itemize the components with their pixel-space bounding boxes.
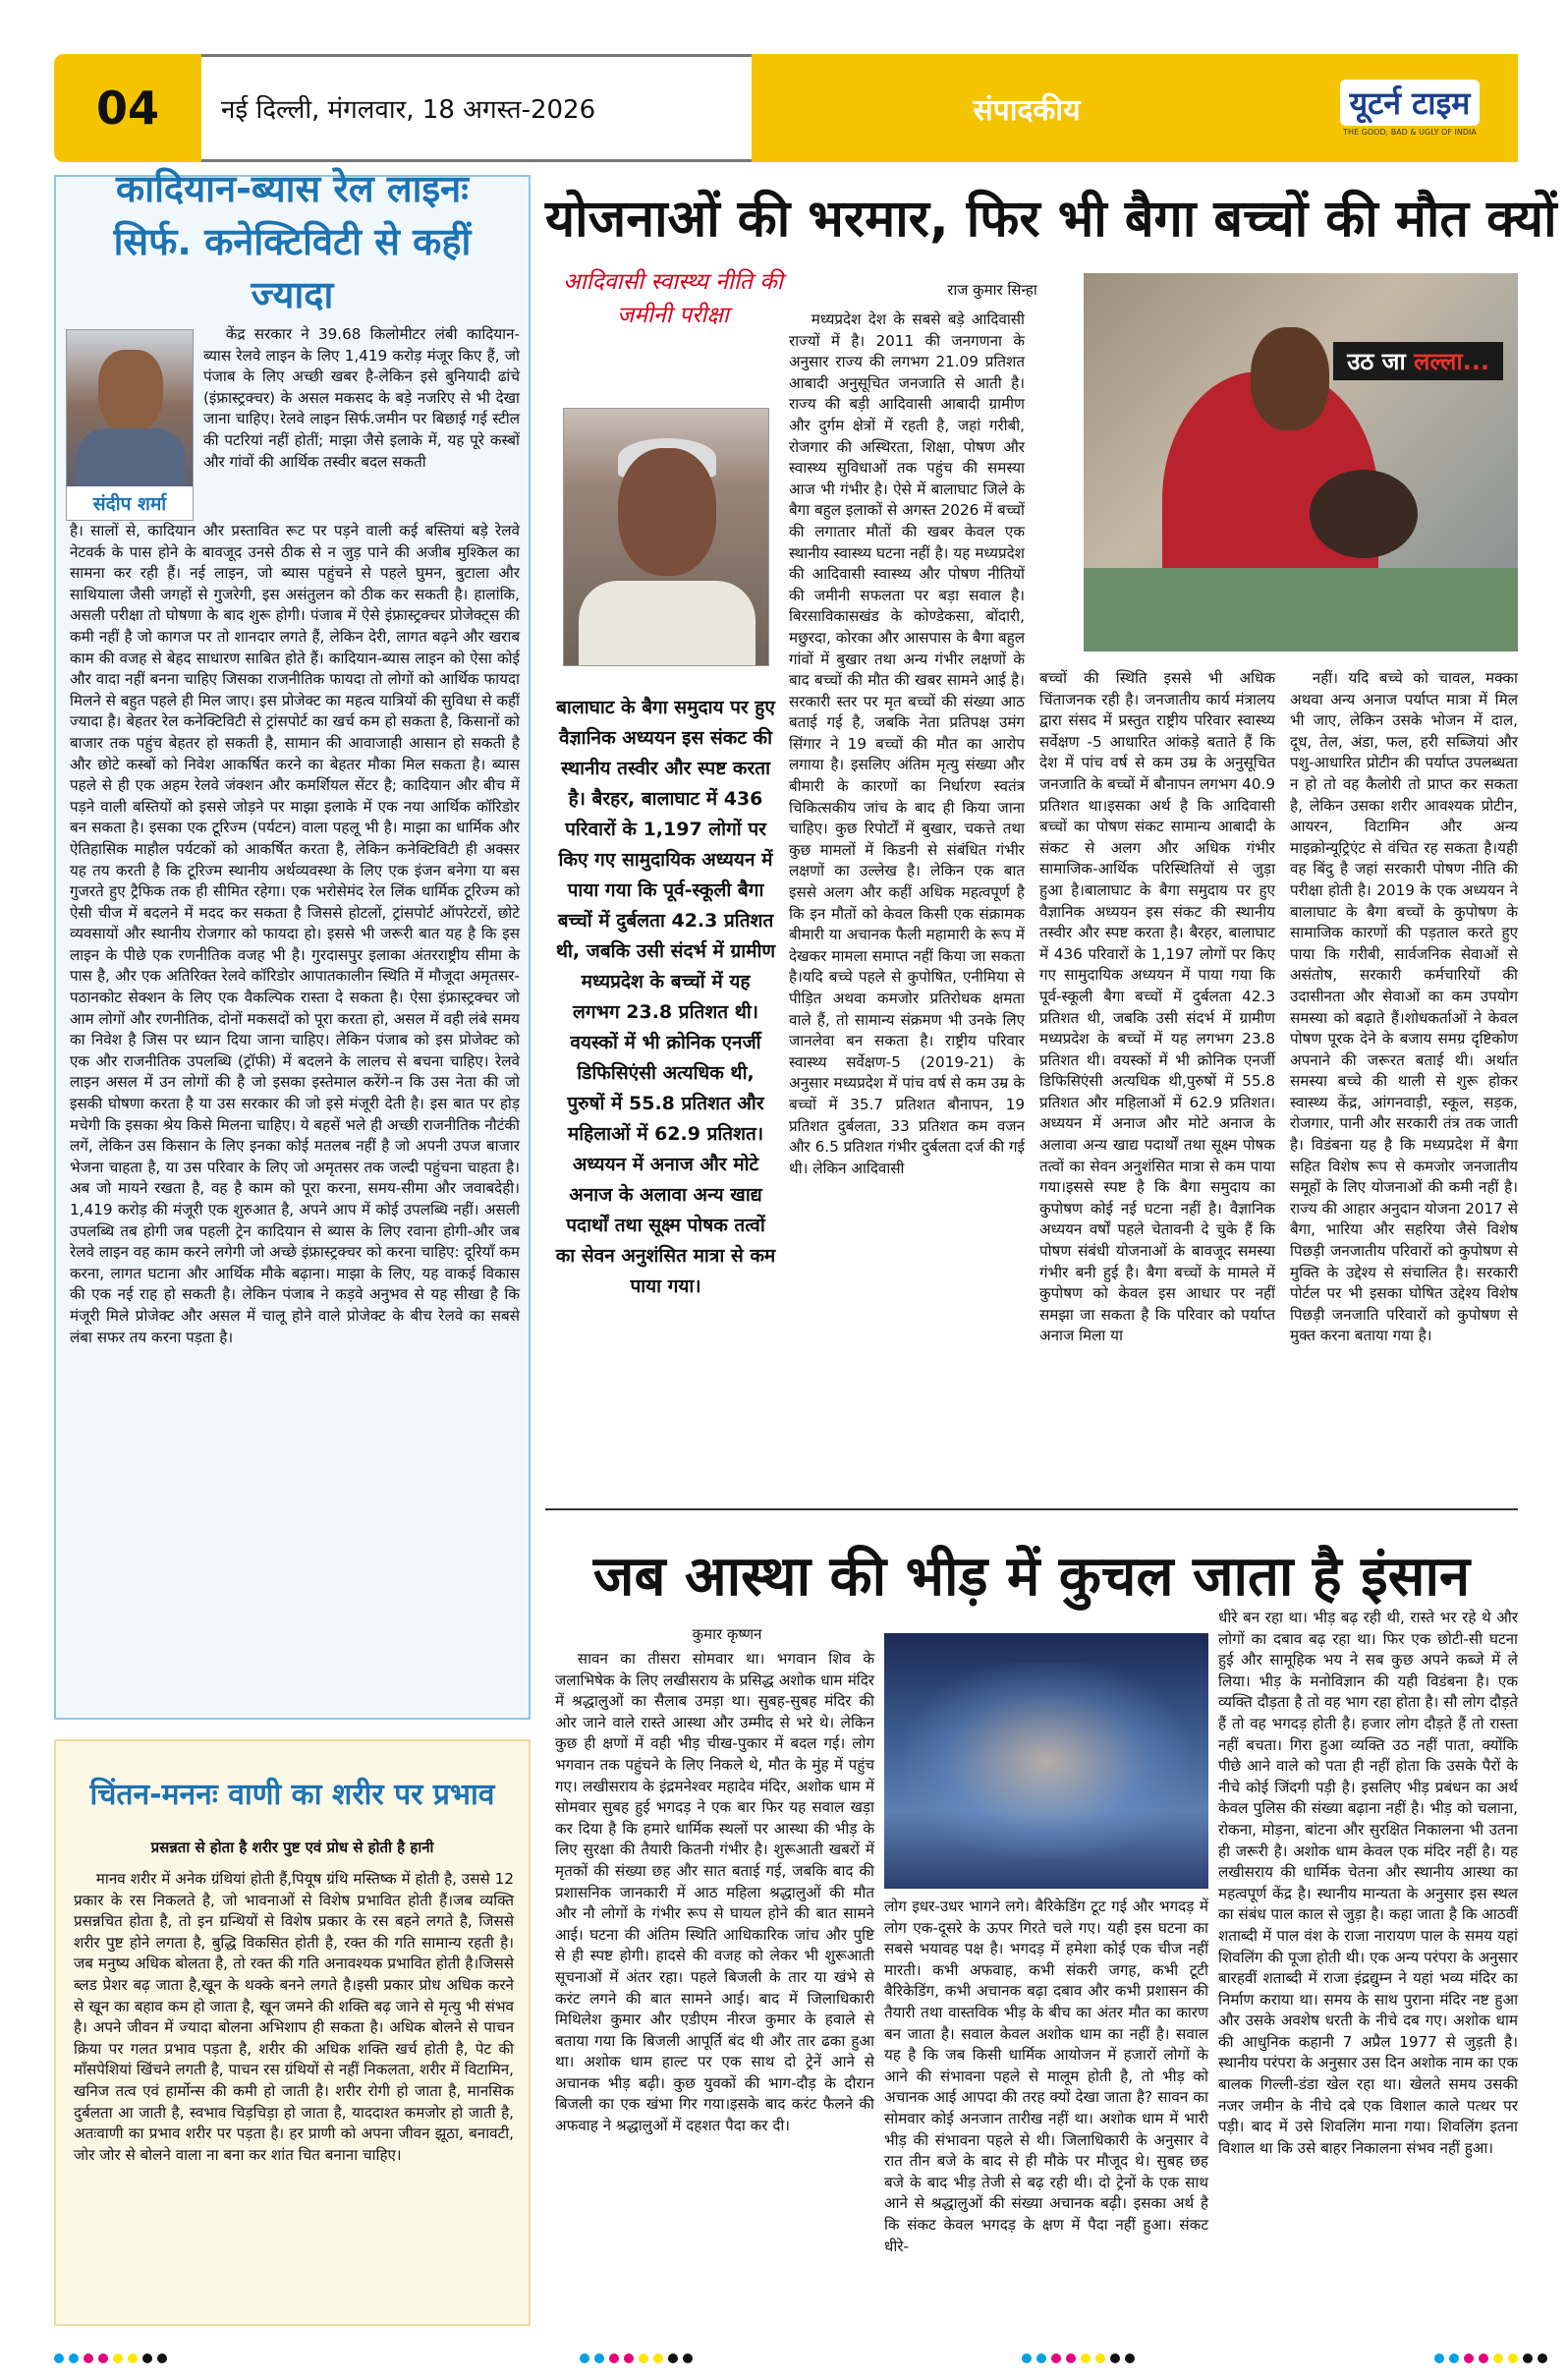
author-face	[98, 350, 163, 432]
registration-dot	[1523, 2353, 1533, 2363]
dots-group-1	[54, 2353, 167, 2363]
section-divider	[545, 1508, 1518, 1510]
photo-face	[618, 448, 716, 576]
registration-dot	[1081, 2353, 1091, 2363]
chintan-subtitle: प्रसन्नता से होता है शरीर पुष्ट एवं प्रोध से होती है हानी	[150, 1839, 434, 1856]
rail-line-article	[54, 167, 531, 1720]
registration-dot	[594, 2353, 604, 2363]
photo-baby	[1310, 470, 1418, 558]
registration-dot	[668, 2353, 678, 2363]
masthead-logo	[1302, 54, 1518, 162]
caption-red: लल्ला...	[1414, 348, 1489, 375]
dots-group-2	[580, 2353, 693, 2363]
photo-shirt	[579, 581, 756, 666]
dots-group-3	[1022, 2353, 1135, 2363]
baiga-headline: योजनाओं की भरमार, फिर भी बैगा बच्चों की मौत क्यों	[545, 190, 1557, 249]
chintan-article	[54, 1739, 531, 2326]
rail-article-title: कादियान-ब्यास रेल लाइनः सिर्फ. कनेक्टिविटी से कहीं ज्यादा	[113, 167, 472, 316]
crowd-photo	[884, 1633, 1208, 1889]
baiga-col3-text: नहीं। यदि बच्चे को चावल, मक्का अथवा अन्य अनाज पर्याप्त मात्रा में मिल भी जाए, लेकिन उसके भोजन में दाल, दूध, तेल, अंडा, फल, हरी सब्जियां और पशु-आधारित प्रोटीन की पर्याप्त उपलब्धता न हो तो वह कैलोरी तो प्राप्त कर सकता है, लेकिन उसका शरीर आवश्यक प्रोटीन, आयरन, विटामिन और अन्य माइक्रोन्यूट्रिएंट से वंचित रह सकता है।यही वह बिंदु है जहां सरकारी पोषण नीति की परीक्षा होती है। 2019 के एक अध्ययन ने बालाघाट के बैगा बच्चों के कुपोषण के सामाजिक कारणों की पड़ताल करते हुए पाया कि गरीबी, सार्वजनिक सेवाओं से असंतोष, सरकारी कर्मचारियों की उदासीनता और सेवाओं का कम उपयोग समस्या को बढ़ाते हैं।शोधकर्ताओं ने केवल पोषण पूरक देने के बजाय समग्र दृष्टिकोण अपनाने की जरूरत बताई थी। अर्थात समस्या बच्चे की थाली से शुरू होकर स्वास्थ्य केंद्र, आंगनवाड़ी, स्कूल, सड़क, रोजगार, पानी और सरकारी तंत्र तक जाती है। विडंबना यह है कि मध्यप्रदेश में बैगा सहित विशेष रूप से कमजोर जनजातीय समूहों के लिए योजनाओं की कमी नहीं है। राज्य की आहार अनुदान योजना 2017 से बैगा, भारिया और सहरिया जैसे विशेष पिछड़ी जनजातीय परिवारों को कुपोषण से मुक्ति के उद्देश्य से संचालित है। सरकारी पोर्टल पर भी इसका घोषित उद्देश्य विशेष पिछड़ी जनजाति परिवारों को कुपोषण से मुक्त करना बताया गया है।	[1290, 669, 1518, 1345]
registration-dot	[128, 2353, 138, 2363]
baiga-column-2: बच्चों की स्थिति इससे भी अधिक चिंताजनक रही है। जनजातीय कार्य मंत्रालय द्वारा संसद में प्रस्तुत राष्ट्रीय परिवार स्वास्थ्य सर्वेक्षण -5 आधारित आंकड़े बताते हैं कि देश में पांच वर्ष से कम उम्र के अनुसूचित जनजाति के बच्चों में बौनापन लगभग 40.9 प्रतिशत था।इसका अर्थ है कि आदिवासी बच्चों का पोषण संकट सामान्य आबादी के संकट से अलग और अधिक गंभीर सामाजिक-आर्थिक परिस्थितियों से जुड़ा हुआ है।बालाघाट के बैगा समुदाय पर हुए वैज्ञानिक अध्ययन इस संकट की स्थानीय तस्वीर और स्पष्ट करता है। बैरहर, बालाघाट में 436 परिवारों के 1,197 लोगों पर किए गए सामुदायिक अध्ययन में पाया गया कि पूर्व-स्कूली बैगा बच्चों में दुर्बलता 42.3 प्रतिशत थी, जबकि उसी संदर्भ में ग्रामीण मध्यप्रदेश के बच्चों में यह लगभग 23.8 प्रतिशत थी। वयस्कों में भी क्रोनिक एनर्जी डिफिसिएंसी अत्यधिक थी,पुरुषों में 55.8 प्रतिशत और महिलाओं में 62.9 प्रतिशत। अध्ययन में अनाज और मोटे अनाज के अलावा अन्य खाद्य पदार्थों तथा सूक्ष्म पोषक तत्वों का सेवन अनुशंसित मात्रा से कम पाया गया।इससे स्पष्ट है कि बैगा समुदाय का कुपोषण कोई नई घटना नहीं है। वैज्ञानिक अध्ययन वर्षों पहले चेतावनी दे चुके हैं कि पोषण संबंधी योजनाओं के बावजूद समस्या गंभीर बनी हुई है। बैगा बच्चों के मामले में कुपोषण को केवल इस आधार पर नहीं समझा जा सकता है कि परिवार को पर्याप्त अनाज मिला या	[1039, 669, 1275, 1345]
stampede-column-2: लोग इधर-उधर भागने लगे। बैरिकेडिंग टूट गई और भगदड़ में लोग एक-दूसरे के ऊपर गिरते चले गए। यही इस घटना का सबसे भयावह पक्ष है। भगदड़ में हमेशा कोई एक चीज नहीं मारती। कभी अफवाह, कभी संकरी जगह, कभी टूटी बैरिकेडिंग, कभी अचानक बढ़ा दबाव और कभी प्रशासन की तैयारी तथा वास्तविक भीड़ के बीच का अंतर मौत का कारण बन जाता है। सवाल केवल अशोक धाम का नहीं है। सवाल यह है कि जब किसी धार्मिक आयोजन में हजारों लोगों के आने की संभावना पहले से मालूम होती है, तो भीड़ को अचानक आई आपदा की तरह क्यों देखा जाता है? सावन का सोमवार कोई अनजान तारीख नहीं था। अशोक धाम में भारी भीड़ की संभावना पहले से थी। जिलाधिकारी के अनुसार वे रात तीन बजे के बाद से ही मौके पर मौजूद थे। सुबह छह बजे के बाद भीड़ तेजी से बढ़ रही थी। दो ट्रेनों के एक साथ आने से श्रद्धालुओं की संख्या अचानक बढ़ी। इसका अर्थ है कि संकट केवल भगदड़ के क्षण में पैदा नहीं हुआ। संकट धीरे-	[884, 1898, 1208, 2255]
registration-dot	[1493, 2353, 1503, 2363]
registration-dot	[624, 2353, 634, 2363]
page-header	[54, 54, 1518, 162]
crowd-lights	[904, 1663, 1189, 1859]
chintan-body	[74, 1869, 514, 2166]
registration-dot	[69, 2353, 79, 2363]
columnist-photo	[563, 408, 769, 666]
baiga-col1-text: मध्यप्रदेश देश के सबसे बड़े आदिवासी राज्यों में है। 2011 की जनगणना के अनुसार राज्य की लगभग 21.09 प्रतिशत आबादी अनुसूचित जनजाति से आती है। राज्य की बड़ी आदिवासी आबादी ग्रामीण और दुर्गम क्षेत्रों में रहती है, जहां गरीबी, रोजगार की अस्थिरता, शिक्षा, पोषण और स्वास्थ्य सुविधाओं तक पहुंच की समस्या आज भी गंभीर है। ऐसे में बालाघाट जिले के बैगा बहुल इलाकों से अगस्त 2026 में बच्चों की लगातार मौतों की खबर केवल एक स्थानीय स्वास्थ्य घटना नहीं है। यह मध्यप्रदेश की आदिवासी स्वास्थ्य और पोषण नीतियों की जमीनी सफलता पर बड़ा सवाल है। बिरसाविकासखंड के कोण्डेकसा, बोंदारी, मछुरदा, कोरका और आसपास के बैगा बहुल गांवों में बुखार तथा अन्य गंभीर लक्षणों के बाद बच्चों की मौत की खबर सामने आई है। सरकारी स्तर पर मृत बच्चों की संख्या आठ बताई गई है, जबकि नेता प्रतिपक्ष उमंग सिंगार ने 19 बच्चों की मौत का आरोप लगाया है। इसलिए अंतिम मृत्यु संख्या और बीमारी के कारणों का निर्धारण स्वतंत्र चिकित्सकीय जांच के बाद ही किया जाना चाहिए। कुछ रिपोर्टों में बुखार, चकत्ते तथा कुछ मामलों में किडनी से संबंधित गंभीर लक्षणों का उल्लेख है। लेकिन एक बात इससे अलग और कहीं अधिक महत्वपूर्ण है कि इन मौतों को केवल किसी एक संक्रामक बीमारी या अचानक फैली महामारी के रूप में देखकर मामला समाप्त नहीं किया जा सकता है।यदि बच्चे पहले से कुपोषित, एनीमिया से पीड़ित अथवा कमजोर प्रतिरोधक क्षमता वाले हैं, तो सामान्य संक्रमण भी उनके लिए जानलेवा बन सकता है। राष्ट्रीय परिवार स्वास्थ्य सर्वेक्षण-5 (2019-21) के अनुसार मध्यप्रदेश में पांच वर्ष से कम उम्र के बच्चों में 35.7 प्रतिशत बौनापन, 19 प्रतिशत दुर्बलता, 33 प्रतिशत कम वजन और 6.5 प्रतिशत गंभीर दुर्बलता दर्ज की गई थी। लेकिन आदिवासी	[789, 311, 1025, 1177]
registration-dot	[1051, 2353, 1061, 2363]
registration-dot	[639, 2353, 648, 2363]
registration-dot	[1125, 2353, 1135, 2363]
photo-mother	[1251, 327, 1329, 430]
stampede-author: कुमार कृष्णन	[692, 1625, 762, 1643]
registration-dot	[54, 2353, 64, 2363]
author-shirt	[77, 428, 185, 489]
registration-dot	[1036, 2353, 1046, 2363]
registration-dot	[157, 2353, 167, 2363]
registration-dot	[1508, 2353, 1518, 2363]
dots-group-4	[1434, 2353, 1547, 2363]
author-photo	[66, 329, 194, 521]
dateline: नई दिल्ली, मंगलवार, 18 अगस्त-2026	[201, 54, 752, 162]
photo-caption-label	[1333, 342, 1503, 380]
masthead-title: यूटर्न टाइम	[1340, 80, 1481, 126]
registration-dot	[1110, 2353, 1120, 2363]
registration-dot	[142, 2353, 152, 2363]
registration-dot	[1095, 2353, 1105, 2363]
baiga-column-1	[789, 310, 1025, 1179]
registration-dot	[1464, 2353, 1474, 2363]
stampede-column-1	[555, 1649, 874, 2137]
registration-dot	[84, 2353, 93, 2363]
rail-lead-paragraph: केंद्र सरकार ने 39.68 किलोमीटर लंबी कादियान-ब्यास रेलवे लाइन के लिए 1,419 करोड़ मंजूर किए हैं, जो पंजाब के लिए अच्छी खबर है-लेकिन इसे बुनियादी ढांचे (इंफ्रास्ट्रक्चर) के असल मकसद के बड़े नजरिए से भी देखा जाना चाहिए। रेलवे लाइन सिर्फ.जमीन पर बिछाई गई स्टील की पटरियां नहीं होतीं; माझा जैसे इलाके में, यह पूरे कस्बों और गांवों की आर्थिक तस्वीर बदल सकती	[203, 325, 520, 471]
registration-dot	[580, 2353, 589, 2363]
registration-dot	[683, 2353, 693, 2363]
baiga-column-3	[1290, 668, 1518, 1347]
registration-dot	[1066, 2353, 1076, 2363]
registration-dot	[98, 2353, 108, 2363]
rail-article-lead	[203, 324, 520, 473]
registration-dot	[1022, 2353, 1032, 2363]
stampede-column-3: धीरे बन रहा था। भीड़ बढ़ रही थी, रास्ते भर रहे थे और लोगों का दबाव बढ़ रहा था। फिर एक छोटी-सी घटना हुई और सामूहिक भय ने सब कुछ अपने कब्जे में ले लिया। भीड़ के मनोविज्ञान की यही विडंबना है। एक व्यक्ति दौड़ता है तो वह भाग रहा होता है। सौ लोग दौड़ते हैं तो वह भगदड़ होती है। हजार लोग दौड़ते हैं तो रास्ता नहीं बचता। गिरा हुआ व्यक्ति उठ नहीं पाता, क्योंकि पीछे आने वाले को पता ही नहीं होता कि उसके पैरों के नीचे कोई जिंदगी पड़ी है। इसलिए भीड़ प्रबंधन का अर्थ केवल पुलिस की संख्या बढ़ाना नहीं है। भीड़ को चलाना, रोकना, मोड़ना, बांटना और सुरक्षित निकालना भी उतना ही जरूरी है। अशोक धाम केवल एक मंदिर नहीं है। यह लखीसराय की धार्मिक चेतना और स्थानीय आस्था का महत्वपूर्ण केंद्र है। स्थानीय मान्यता के अनुसार इस स्थल का संबंध पाल काल से जुड़ा है। कहा जाता है कि आठवीं शताब्दी में पाल वंश के राजा नारायण पाल के समय यहां शिवलिंग की पूजा होती थी। एक अन्य परंपरा के अनुसार बारहवीं शताब्दी में राजा इंद्रद्युम्न ने यहां भव्य मंदिर का निर्माण कराया था। समय के साथ पुराना मंदिर नष्ट हुआ और उसके अवशेष धरती के नीचे दब गए। अशोक धाम की आधुनिक कहानी 7 अप्रैल 1977 से जुड़ती है। स्थानीय परंपरा के अनुसार उस दिन अशोक नाम का एक बालक गिल्ली-डंडा खेल रहा था। खेलते समय उसकी नजर जमीन के नीचे दबे एक विशाल काले पत्थर पर पड़ी। बाद में उसे शिवलिंग माना गया। शिवलिंग इतना विशाल था कि उसे बाहर निकालना संभव नहीं हुआ।	[1218, 1609, 1518, 2157]
mother-child-photo	[1084, 273, 1518, 652]
baiga-pull-quote: बालाघाट के बैगा समुदाय पर हुए वैज्ञानिक अध्ययन इस संकट की स्थानीय तस्वीर और स्पष्ट करता है। बैरहर, बालाघाट में 436 परिवारों के 1,197 लोगों पर किए गए सामुदायिक अध्ययन में पाया गया कि पूर्व-स्कूली बैगा बच्चों में दुर्बलता 42.3 प्रतिशत थी, जबकि उसी संदर्भ में ग्रामीण मध्यप्रदेश के बच्चों में यह लगभग 23.8 प्रतिशत थी। वयस्कों में भी क्रोनिक एनर्जी डिफिसिएंसी अत्यधिक थी, पुरुषों में 55.8 प्रतिशत और महिलाओं में 62.9 प्रतिशत। अध्ययन में अनाज और मोटे अनाज के अलावा अन्य खाद्य पदार्थों तथा सूक्ष्म पोषक तत्वों का सेवन अनुशंसित मात्रा से कम पाया गया।	[555, 697, 776, 1297]
registration-dot	[113, 2353, 123, 2363]
section-title: संपादकीय	[752, 54, 1302, 162]
registration-dot	[609, 2353, 619, 2363]
baiga-kicker: आदिवासी स्वास्थ्य नीति की जमीनी परीक्षा	[563, 269, 783, 328]
print-registration-marks	[0, 2353, 1567, 2373]
registration-dot	[1434, 2353, 1444, 2363]
registration-dot	[1479, 2353, 1488, 2363]
chintan-paragraph: मानव शरीर में अनेक ग्रंथियां होती हैं,पियूष ग्रंथि मस्तिष्क में होती है, उससे 12 प्रकार के रस निकलते है, जो भावनाओं से विशेष प्रभावित होती हैं।जब व्यक्ति प्रसन्नचित होता है, तो इन ग्रन्थियों से विशेष प्रकार के रस बहने लगते है, जिससे शरीर पुष्ट होने लगता है, बुद्धि विकसित होती है, रक्त की गति सामान्य रहती है। जब मनुष्य अधिक बोलता है, तो रक्त की गति अनावश्यक प्रभावित होती है।जिससे ब्लड प्रेशर बढ़ जाता है,खून के थक्के बनने लगते है।इसी प्रकार प्रोध अधिक करने से खून का बहाव कम हो जाता है, खून जमने की शक्ति बढ़ जाने से मृत्यु भी संभव है। अपने जीवन में ज्यादा बोलना अभिशाप ही सकता है। अधिक बोलने से पाचन क्रिया पर गलत प्रभाव पड़ता है, शरीर की अधिक शक्ति खर्च होती है, पेट की माँसपेशियां खिंचने लगती है, पाचन रस ग्रंथियों से नहीं निकलता, शरीर में विटामिन, खनिज तत्व एवं हार्मोन्स की कमी हो जाती है। शरीर रोगी हो जाता है, मानसिक दुर्बलता आ जाती है, स्वभाव चिड़चिड़ा हो जाता है, याददाश्त कमजोर हो जाती है, अतःवाणी का प्रभाव शरीर पर पड़ता है। हर प्राणी को अपना जीवन झूठा, बनावटी, जोर जोर से बोलने वाला ना बना कर शांत चित बनाना चाहिए।	[74, 1870, 514, 2164]
caption-white: उठ जा	[1347, 348, 1415, 375]
chintan-title: चिंतन-मननः वाणी का शरीर पर प्रभाव	[89, 1778, 495, 1812]
stampede-col1-text: सावन का तीसरा सोमवार था। भगवान शिव के जलाभिषेक के लिए लखीसराय के प्रसिद्ध अशोक धाम मंदिर में श्रद्धालुओं का सैलाब उमड़ा था। सुबह-सुबह मंदिर की ओर जाने वाले रास्ते आस्था और उम्मीद से भरे थे। लेकिन कुछ ही क्षणों में वही भीड़ चीख-पुकार में बदल गई। लोग भगवान तक पहुंचने के लिए निकले थे, मौत के मुंह में पहुंच गए। लखीसराय के इंद्रमनेश्वर महादेव मंदिर, अशोक धाम में सोमवार सुबह हुई भगदड़ ने एक बार फिर यह सवाल खड़ा कर दिया है कि हमारे धार्मिक स्थलों पर आस्था की भीड़ के लिए सुरक्षा की तैयारी कितनी गंभीर है। शुरूआती खबरों में मृतकों की संख्या छह और सात बताई गई, जबकि बाद की प्रशासनिक जानकारी में आठ महिला श्रद्धालुओं की मौत और नौ लोगों के गंभीर रूप से घायल होने की बात सामने आई। घटना की अंतिम स्थिति आधिकारिक जांच और पुष्टि से ही स्पष्ट होगी। हादसे की वजह को लेकर भी शुरूआती सूचनाओं में अंतर रहा। पहले बिजली के तार या खंभे से करंट लगने की बात सामने आई। बाद में जिलाधिकारी मिथिलेश कुमार और एडीएम नीरज कुमार के हवाले से बताया गया कि बिजली आपूर्ति बंद थी और तार ढका हुआ था। अशोक धाम हाल्ट पर एक साथ दो ट्रेनें आने से अचानक भीड़ बढ़ी। कुछ युवकों की भाग-दौड़ के दौरान बिजली का एक खंभा गिर गया।इसके बाद करंट फैलने की अफवाह ने श्रद्धालुओं में दहशत पैदा कर दी।	[555, 1650, 874, 2135]
photo-green-cloth	[1084, 568, 1518, 652]
stampede-headline: जब आस्था की भीड़ में कुचल जाता है इंसान	[592, 1545, 1471, 1609]
rail-article-body: है। सालों से, कादियान और प्रस्तावित रूट पर पड़ने वाली कई बस्तियां बड़े रेलवे नेटवर्क के पास होने के बावजूद उनसे ठीक से न जुड़ पाने की अजीब मुश्किल का सामना कर रही हैं। नई लाइन, जो ब्यास पहुंचने से पहले घुमन, बुटाला और साथियाला जैसी जगहों से गुजरेगी, इस असंतुलन को ठीक कर सकती है। हालांकि, असली परीक्षा तो घोषणा के बाद शुरू होगी। पंजाब में ऐसे इंफ्रास्ट्रक्चर प्रोजेक्ट्स की कमी नहीं है जो कागज पर तो शानदार लगते हैं, लेकिन देरी, लागत बढ़ने और खराब काम की वजह से बेहद साधारण साबित होते हैं। कादियान-ब्यास लाइन को ऐसा कोई और वादा नहीं बनना चाहिए जिसका राजनीतिक फायदा तो लोगों को आर्थिक फायदा मिलने से बहुत पहले ही मिल जाए। इस प्रोजेक्ट का महत्व यात्रियों की सुविधा से कहीं ज्यादा है। बेहतर रेल कनेक्टिविटी से ट्रांसपोर्ट का खर्च कम हो सकता है, किसानों को बाजार तक पहुंच बेहतर हो सकती है, सामान की आवाजाही आसान हो सकती है और छोटे कस्बों को निवेश आकर्षित करने का बेहतर मौका मिल सकता है। ब्यास पहले से ही एक अहम रेलवे जंक्शन और कमर्शियल सेंटर है; कादियान और बीच में पड़ने वाली बस्तियों को इससे जोड़ने पर माझा इलाके में एक नया आर्थिक कॉरिडोर बन सकता है। इसका एक टूरिज्म (पर्यटन) वाला पहलू भी है। माझा का धार्मिक और ऐतिहासिक माहौल पर्यटकों को आकर्षित करता है, लेकिन कनेक्टिविटी ही अक्सर यह तय करती है कि टूरिज्म स्थानीय अर्थव्यवस्था के लिए एक इंजन बनेगा या बस गुजरते हुए ट्रैफिक तक ही सीमित रहेगा। एक भरोसेमंद रेल लिंक धार्मिक टूरिज्म को ऐसी चीज में बदलने में मदद कर सकता है जिससे होटलों, ट्रांसपोर्ट ऑपरेटरों, छोटे व्यवसायों और स्थानीय रोजगार को फायदा हो। इससे भी जरूरी बात यह है कि इस लाइन के पीछे एक रणनीतिक वजह भी है। गुरदासपुर इलाका अंतरराष्ट्रीय सीमा के पास है, और एक अतिरिक्त रेलवे कॉरिडोर आपातकालीन स्थिति में मौजूदा अमृतसर-पठानकोट सेक्शन के लिए एक वैकल्पिक रास्ता दे सकता है। ऐसा इंफ्रास्ट्रक्चर जो आम लोगों और रणनीतिक, दोनों मकसदों को पूरा करता हो, असल में वही लंबे समय का निवेश है जिस पर ध्यान दिया जाना चाहिए। लेकिन पंजाब को इस प्रोजेक्ट को एक और राजनीतिक उपलब्धि (ट्रॉफी) में बदलने के लालच से बचना चाहिए। रेलवे लाइन असल में उन लोगों की है जो इसका इस्तेमाल करेंगे-न कि उस नेता की जो इसकी घोषणा करता है या उस सरकार की जो इसे मंजूरी देती है। इस बात पर होड़ मचेगी कि इसका श्रेय किसे मिलना चाहिए। ये बहसें भले ही अच्छी राजनीतिक नौटंकी लगें, लेकिन उस किसान के लिए इनका कोई मतलब नहीं है जो अपनी उपज बाजार भेजना चाहता है, या उस परिवार के लिए जो अमृतसर तक जल्दी पहुंचना चाहता है। अब जो मायने रखता है, वह है काम को पूरा करना, समय-सीमा और जवाबदेही। 1,419 करोड़ की मंजूरी एक शुरुआत है, अपने आप में कोई उपलब्धि नहीं। असली उपलब्धि तब होगी जब पहली ट्रेन कादियान से ब्यास के लिए रवाना होगी-और जब रेलवे लाइन वह काम करने लगेगी जो अच्छे इंफ्रास्ट्रक्चर को करना चाहिए: दूरियाँ कम करना, लागत घटाना और आर्थिक मौके बढ़ाना। माझा के लिए, यह वाकई विकास की एक नई राह हो सकती है। लेकिन पंजाब ने कड़वे अनुभव से यह सीखा है कि मंजूरी मिले प्रोजेक्ट और असल में चालू होने वाले प्रोजेक्ट के बीच रेलवे का सबसे लंबा सफर तय करना पड़ता है।	[70, 522, 520, 1346]
registration-dot	[653, 2353, 663, 2363]
registration-dot	[1449, 2353, 1459, 2363]
author-name: संदीप शर्मा	[67, 486, 193, 520]
masthead-tagline: THE GOOD, BAD & UGLY OF INDIA	[1343, 128, 1477, 137]
page-number: 04	[54, 54, 201, 162]
registration-dot	[1538, 2353, 1547, 2363]
baiga-author: राज कुमार सिन्हा	[947, 281, 1037, 299]
